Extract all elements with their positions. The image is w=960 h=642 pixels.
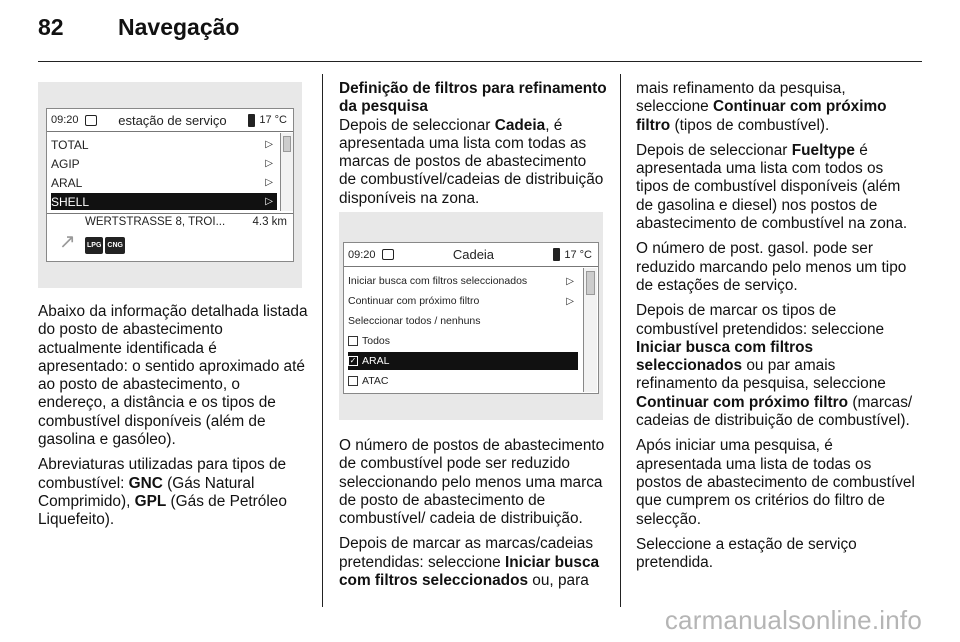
checkbox-checked-icon[interactable]: ✓: [349, 356, 357, 365]
list-item-start-search[interactable]: [348, 272, 578, 290]
direction-arrow-icon: ↗: [59, 231, 76, 253]
list-item-label: Todos: [362, 335, 391, 347]
list-item-label: Continuar com próximo filtro: [348, 295, 480, 307]
fuel-badge-cng: CNG: [105, 237, 125, 254]
list-item-atac[interactable]: [348, 372, 578, 390]
watermark: carmanualsonline.info: [664, 605, 922, 635]
checkbox-unchecked-icon[interactable]: [348, 336, 358, 346]
list-item-label: ARAL: [362, 355, 390, 367]
navigation-icon: [382, 249, 394, 260]
text-run: (tipos de combustível).: [670, 116, 830, 134]
text-run: , é apresentada uma lista com todas as marcas de postos de abastecimento de combustível/cadeias de distribuição disponíveis na zona.: [339, 116, 604, 207]
paragraph: [636, 142, 916, 233]
heading-text: Definição de filtros para refinamento da pesquisa: [339, 80, 607, 116]
chapter-title: Navegação: [118, 14, 240, 40]
text-run: Depois de seleccionar: [636, 141, 792, 159]
page-number: 82: [38, 14, 64, 40]
list-item-label: SHELL: [51, 194, 90, 209]
temperature-text: 17 °C: [259, 114, 287, 126]
paragraph: Abaixo da informação detalhada listada do posto de abastecimento actualmente identificada é apresentado: o sentido aproximado até ao posto de abastecimento, o endereço, a distância e os tipos de combustível disponíveis (além de gasolina e gasóleo).: [38, 303, 308, 449]
chain-screen: [343, 242, 599, 394]
column-1-text: [38, 303, 310, 537]
list-item-label: Iniciar busca com filtros seleccionados: [348, 275, 528, 287]
phone-icon: [553, 248, 560, 261]
clock-text: 09:20: [51, 114, 79, 126]
text-run: (marcas/ cadeias de distribuição de combustível).: [636, 393, 913, 430]
chevron-right-icon: ▷: [566, 275, 574, 287]
station-screen-figure: [38, 82, 302, 288]
list-item-label: ARAL: [51, 175, 83, 190]
station-screen: [46, 108, 294, 262]
detail-divider: [47, 213, 293, 214]
bold-term: Iniciar busca com filtros seleccionados: [339, 553, 600, 590]
text-run: (Gás de Petróleo Liquefeito).: [38, 492, 287, 529]
text-run: é apresentada uma lista com todos os tipos de combustível disponíveis (além de gasolina e diesel) nos postos de abastecimento de combustível na zona.: [636, 141, 908, 233]
text-run: ou par amais refinamento da pesquisa, seleccione: [636, 357, 886, 393]
scrollbar-thumb[interactable]: [586, 271, 595, 295]
column-2-text-bottom: [339, 437, 607, 597]
scrollbar-thumb[interactable]: [283, 136, 291, 152]
column-divider-1: [322, 74, 323, 607]
screen-header: [344, 243, 598, 267]
header-rule: [38, 61, 922, 62]
text-run: ou, para: [528, 572, 589, 590]
list-scrollbar[interactable]: [280, 133, 293, 211]
chevron-right-icon: ▷: [265, 196, 273, 207]
column-2-text-top: [339, 80, 607, 215]
screen-title: Cadeia: [452, 247, 495, 262]
paragraph: [636, 302, 916, 430]
chevron-right-icon: ▷: [566, 295, 574, 307]
bold-term: GPL: [134, 492, 167, 510]
paragraph: [636, 80, 916, 135]
text-run: Abreviaturas utilizadas para tipos de combustível:: [38, 456, 287, 492]
column-divider-2: [620, 74, 621, 607]
list-scrollbar[interactable]: [583, 268, 597, 392]
list-item-todos[interactable]: [348, 332, 578, 350]
text-run: Depois de marcar os tipos de combustível pretendidos: seleccione: [636, 302, 885, 338]
bold-term: Cadeia: [494, 116, 546, 134]
list-item-label: ATAC: [362, 375, 389, 387]
bold-term: GNC: [128, 474, 163, 492]
phone-icon: [248, 114, 255, 127]
station-distance: 4.3 km: [252, 216, 287, 228]
paragraph: Seleccione a estação de serviço pretendida.: [636, 535, 857, 572]
temperature-text: 17 °C: [564, 248, 592, 261]
checkbox-unchecked-icon[interactable]: [348, 376, 358, 386]
list-item-label: TOTAL: [51, 137, 89, 152]
paragraph: [339, 117, 607, 208]
text-run: Depois de seleccionar: [339, 116, 495, 134]
chevron-right-icon: ▷: [265, 139, 273, 150]
list-item-shell[interactable]: [51, 193, 277, 210]
bold-term: Continuar com próximo filtro: [636, 98, 887, 134]
screen-title: estação de serviço: [118, 112, 227, 128]
text-run: (Gás Natural Comprimido),: [38, 474, 255, 510]
text-run: mais refinamento da pesquisa, seleccione: [636, 80, 846, 116]
paragraph: Após iniciar uma pesquisa, é apresentada uma lista de todas os postos de abastecimento de combustível que cumprem os critérios do filtro de selecção.: [636, 437, 915, 528]
bold-term: Continuar com próximo filtro: [636, 393, 849, 411]
paragraph: O número de postos de abastecimento de combustível pode ser reduzido seleccionando pelo menos uma marca de posto de abastecimento de combustível/ cadeia de distribuição.: [339, 437, 605, 528]
station-address: WERTSTRASSE 8, TROI...: [85, 216, 226, 228]
list-item-select-all[interactable]: [348, 312, 578, 330]
fuel-badge-lpg: LPG: [85, 237, 103, 254]
list-item-total[interactable]: [51, 136, 277, 153]
paragraph: [339, 535, 607, 590]
list-item-label: AGIP: [51, 156, 80, 171]
bold-term: Iniciar busca com filtros seleccionados: [636, 338, 814, 375]
clock-text: 09:20: [348, 248, 376, 261]
bold-term: Fueltype: [791, 141, 855, 159]
screen-header: [47, 109, 293, 132]
column-3-text: [636, 80, 916, 579]
list-item-aral[interactable]: [348, 352, 578, 370]
paragraph: [38, 456, 310, 529]
chevron-right-icon: ▷: [265, 158, 273, 169]
list-item-next-filter[interactable]: [348, 292, 578, 310]
list-item-aral[interactable]: [51, 174, 277, 191]
chevron-right-icon: ▷: [265, 177, 273, 188]
text-run: Depois de marcar as marcas/cadeias pretendidas: seleccione: [339, 535, 594, 571]
section-heading: [339, 80, 607, 117]
list-item-label: Seleccionar todos / nenhuns: [348, 315, 481, 327]
paragraph: O número de post. gasol. pode ser reduzido marcando pelo menos um tipo de estações de serviço.: [636, 240, 907, 294]
list-item-agip[interactable]: [51, 155, 277, 172]
fuel-badges: [85, 234, 127, 254]
chain-screen-figure: [339, 212, 603, 420]
navigation-icon: [85, 115, 97, 126]
